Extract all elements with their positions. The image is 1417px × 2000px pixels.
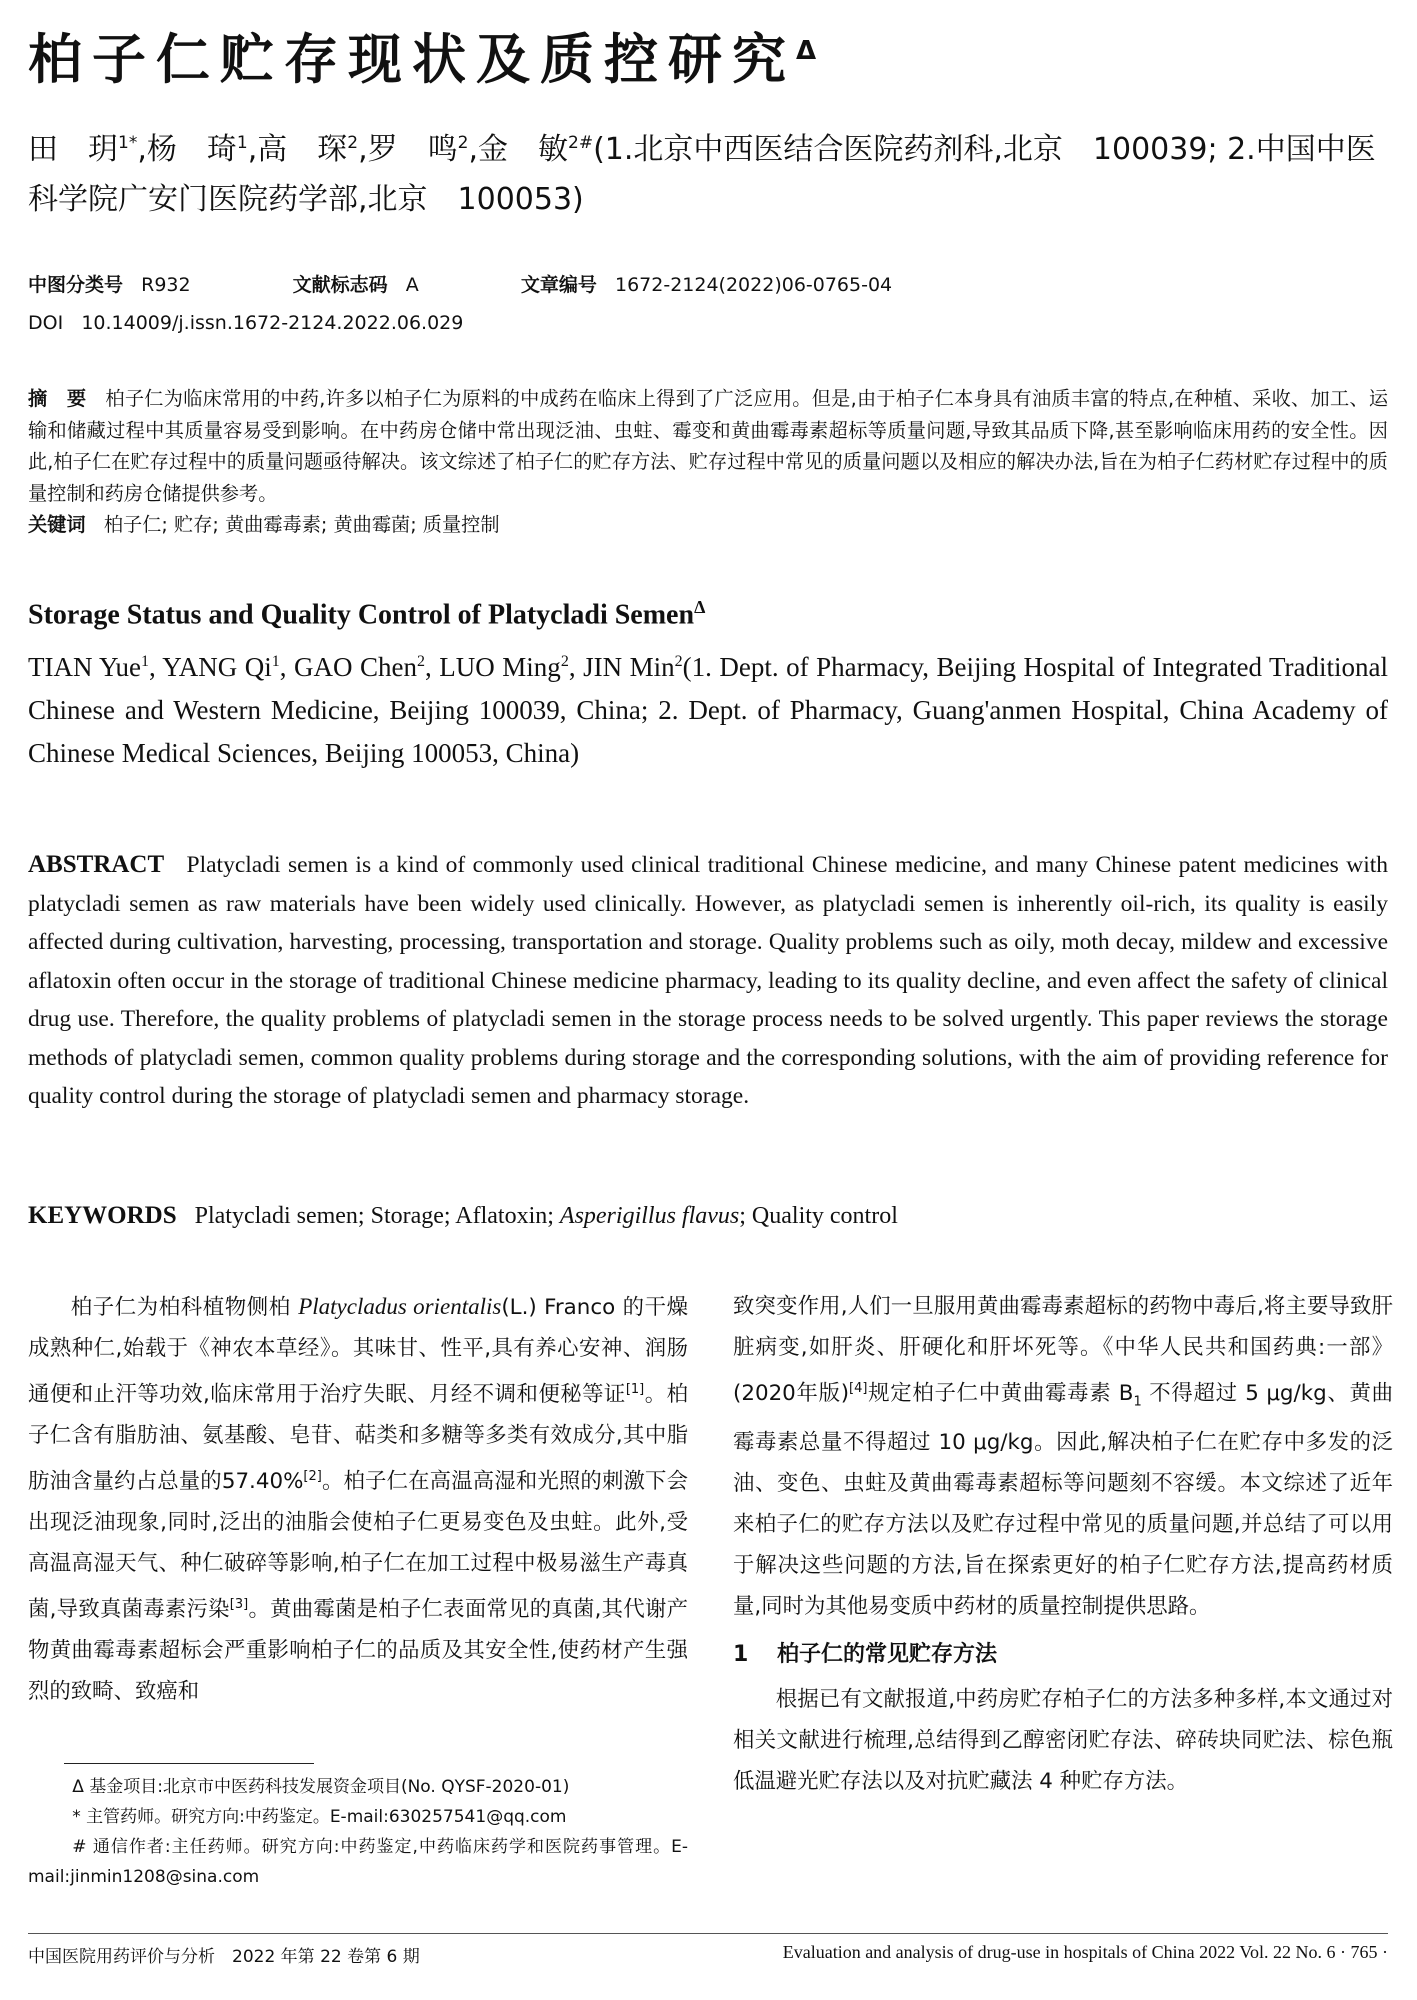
english-title <box>28 597 1388 631</box>
cn-abstract-text: 柏子仁为临床常用的中药,许多以柏子仁为原料的中成药在临床上得到了广泛应用。但是,由于柏子仁本身具有油质丰富的特点,在种植、采收、加工、运输和储藏过程中其质量容易受到影响。在中药房仓储中常出现泛油、虫蛀、霉变和黄曲霉毒素超标等质量问题,导致其品质下降,甚至影响临床用药的安全性。因此,柏子仁在贮存过程中的质量问题亟待解决。该文综述了柏子仁的贮存方法、贮存过程中常见的质量问题以及相应的解决办法,旨在为柏子仁药材贮存过程中的质量控制和药房仓储提供参考。 <box>28 387 1389 505</box>
english-title-mark: Δ <box>694 597 706 617</box>
chinese-abstract-body <box>28 383 1388 509</box>
en-author-name: TIAN Yue <box>28 652 141 682</box>
text-run: 规定柏子仁中黄曲霉毒素 B <box>867 1381 1134 1407</box>
body-paragraph <box>28 1286 688 1712</box>
text-run: 。黄曲霉菌是柏子仁表面常见的真菌,其代谢产物黄曲霉毒素超标会严重影响柏子仁的品质及其安全性,使药材产生强烈的致畸、致癌和 <box>28 1597 688 1705</box>
species-name: Platycladus orientalis <box>298 1294 502 1319</box>
body-paragraph <box>733 1286 1393 1627</box>
author-line: 田 玥$^{1*}$,杨 琦$^1$,高 琛$^2$,罗 鸣$^2$,金 敏$^{2\#}$(1.北京中西医结合医院药剂科,北京 100039; 2.中国中医科学院广安门医院药学部,北京 100053) <box>28 132 1376 217</box>
author-affiliation: (1.北京中西医结合医院药剂科,北京 100039; 2.中国中医科学院广安门医院药学部,北京 100053) <box>28 132 1376 217</box>
cn-abstract-label: 摘 要 <box>28 387 87 410</box>
footnote-fund: Δ 基金项目:北京市中医药科技发展资金项目(No. QYSF-2020-01) <box>72 1777 570 1797</box>
chinese-abstract <box>28 383 1388 541</box>
author-sup: 1 <box>236 133 248 153</box>
en-keywords-part1: Platycladi semen; Storage; Aflatoxin; <box>194 1203 560 1229</box>
section-number: 1 <box>733 1642 749 1668</box>
text-run: 致突变作用,人们一旦服用黄曲霉毒素超标的药物中毒后,将主要导致肝脏病变,如肝炎、肝硬化和肝坏死等。《中华人民共和国药典:一部》(2020年版) <box>733 1294 1393 1407</box>
en-author-sup: 2 <box>417 653 426 670</box>
doi-value: 10.14009/j.issn.1672-2124.2022.06.029 <box>81 312 464 334</box>
author-name: 高 琛 <box>257 132 348 167</box>
section-title: 柏子仁的常见贮存方法 <box>777 1642 998 1668</box>
text-run: 。柏子仁含有脂肪油、氨基酸、皂苷、萜类和多糖等多类有效成分,其中脂肪油含量约占总量的57.40% <box>28 1382 688 1495</box>
citation-link[interactable]: [4] <box>849 1381 868 1396</box>
text-run: 柏子仁为柏科植物侧柏 <box>70 1295 299 1320</box>
section-heading <box>733 1633 1393 1677</box>
doi-label: DOI <box>28 312 64 334</box>
cn-keywords-label: 关键词 <box>28 513 86 536</box>
doc-code-label: 文献标志码 <box>292 274 388 296</box>
doi-row <box>28 304 1388 342</box>
title-fund-mark: Δ <box>796 36 817 66</box>
article-title-text: 柏子仁贮存现状及质控研究 <box>28 28 796 91</box>
citation-link[interactable]: [1] <box>625 1382 645 1397</box>
body-column-right <box>733 1286 1393 1802</box>
clc-value: R932 <box>141 274 191 296</box>
chinese-keywords <box>28 509 1388 541</box>
author-name: 金 敏 <box>478 132 568 167</box>
text-run: 根据已有文献报道,中药房贮存柏子仁的方法多种多样,本文通过对相关文献进行梳理,总结得到乙醇密闭贮存法、碎砖块同贮法、棕色瓶低温避光贮存法以及对抗贮藏法 4 种贮存方法。 <box>733 1687 1393 1795</box>
english-author-line: TIAN Yue$^1$, YANG Qi$^1$, GAO Chen$^2$, LUO Ming$^2$, JIN Min$^2$(1. Dept. of Pharmacy, Beijing Hospital of Integrated Traditional Chinese and Western Medicine, Beijing 100039, China; 2. Dept. of Pharmacy, Guang'anmen Hospital, China Academy of Chinese Medical Sciences, Beijing 100053, China) <box>28 652 1389 768</box>
footer-journal-cn: 中国医院用药评价与分析 2022 年第 22 卷第 6 期 <box>28 1947 420 1967</box>
en-author-name: GAO Chen <box>294 652 418 682</box>
en-author-sup: 1 <box>271 653 280 670</box>
author-sup: 2# <box>568 133 594 153</box>
en-author-sup: 1 <box>140 653 149 670</box>
en-abstract-label: ABSTRACT <box>28 851 165 878</box>
author-name: 罗 鸣 <box>367 132 458 167</box>
classification-row <box>28 266 1388 304</box>
article-no-label: 文章编号 <box>520 274 597 296</box>
english-title-text: Storage Status and Quality Control of Platycladi Semen <box>28 599 695 631</box>
footnote-first-author: * 主管药师。研究方向:中药鉴定。E-mail:630257541@qq.com <box>72 1807 567 1827</box>
cn-keywords-text: 柏子仁; 贮存; 黄曲霉毒素; 黄曲霉菌; 质量控制 <box>103 513 500 536</box>
en-author-name: YANG Qi <box>162 652 272 682</box>
footnotes <box>28 1772 688 1892</box>
subscript: 1 <box>1133 1394 1142 1410</box>
body-paragraph <box>733 1679 1393 1802</box>
author-sup: 2 <box>347 133 359 153</box>
footnote-corresponding: # 通信作者:主任药师。研究方向:中药鉴定,中药临床药学和医院药事管理。E-mail:jinmin1208@sina.com <box>28 1837 688 1887</box>
english-abstract <box>28 846 1388 1116</box>
english-keywords <box>28 1198 1388 1234</box>
author-sup: 1* <box>118 133 138 153</box>
author-sup: 2 <box>457 133 469 153</box>
article-metadata <box>28 266 1388 342</box>
en-keywords-label: KEYWORDS <box>28 1202 177 1229</box>
citation-link[interactable]: [2] <box>303 1469 322 1485</box>
en-author-name: JIN Min <box>583 652 675 682</box>
clc-label: 中图分类号 <box>28 274 124 296</box>
en-affiliation: (1. Dept. of Pharmacy, Beijing Hospital of Integrated Traditional Chinese and Western Medicine, Beijing 100039, China; 2. Dept. of Pharmacy, Guang'anmen Hospital, China Academy of Chinese Medical Sciences, Beijing 100053, China) <box>28 652 1389 768</box>
footer-journal-en: Evaluation and analysis of drug-use in hospitals of China 2022 Vol. 22 No. 6 · 765 · <box>782 1942 1388 1962</box>
text-run: 。柏子仁在高温高湿和光照的刺激下会出现泛油现象,同时,泛出的油脂会使柏子仁更易变色及虫蛀。此外,受高温高湿天气、种仁破碎等影响,柏子仁在加工过程中极易滋生产毒真菌,导致真菌毒素污染 <box>28 1469 688 1623</box>
en-author-sup: 2 <box>560 653 569 670</box>
en-author-name: LUO Ming <box>439 652 561 682</box>
footnote-divider <box>64 1763 314 1764</box>
author-name: 田 玥 <box>28 132 118 167</box>
article-title <box>28 30 816 89</box>
text-run: 不得超过 5 μg/kg、黄曲霉毒素总量不得超过 10 μg/kg。因此,解决柏子仁在贮存中多发的泛油、变色、虫蛀及黄曲霉毒素超标等问题刻不容缓。本文综述了近年来柏子仁的贮存方法以及贮存过程中常见的质量问题,并总结了可以用于解决这些问题的方法,旨在探索更好的柏子仁贮存方法,提高药材质量,同时为其他易变质中药材的质量控制提供思路。 <box>733 1381 1393 1620</box>
en-abstract-text: Platycladi semen is a kind of commonly used clinical traditional Chinese medicine, and many Chinese patent medicines with platycladi semen as raw materials have been widely used clinically. However, as platycladi semen is inherently oil-rich, its quality is easily affected during cultivation, harvesting, processing, transportation and storage. Quality problems such as oily, moth decay, mildew and excessive aflatoxin often occur in the storage of traditional Chinese medicine pharmacy, leading to its quality decline, and even affect the safety of clinical drug use. Therefore, the quality problems of platycladi semen in the storage process needs to be solved urgently. This paper reviews the storage methods of platycladi semen, common quality problems during storage and the corresponding solutions, with the aim of providing reference for quality control during the storage of platycladi semen and pharmacy storage. <box>28 852 1389 1109</box>
en-keywords-part2: ; Quality control <box>739 1203 898 1229</box>
footer-divider <box>28 1933 1388 1934</box>
citation-link[interactable]: [3] <box>229 1597 249 1613</box>
en-keywords-italic: Asperigillus flavus <box>559 1203 740 1229</box>
text-run: (L.) Franco 的干燥成熟种仁,始载于《神农本草经》。其味甘、性平,具有养心安神、润肠通便和止汗等功效,临床常用于治疗失眠、月经不调和便秘等证 <box>28 1295 688 1408</box>
article-no-value: 1672-2124(2022)06-0765-04 <box>614 274 893 296</box>
body-column-left <box>28 1286 688 1712</box>
author-name: 杨 琦 <box>146 132 237 167</box>
doc-code-value: A <box>405 274 419 296</box>
en-author-sup: 2 <box>674 653 683 670</box>
